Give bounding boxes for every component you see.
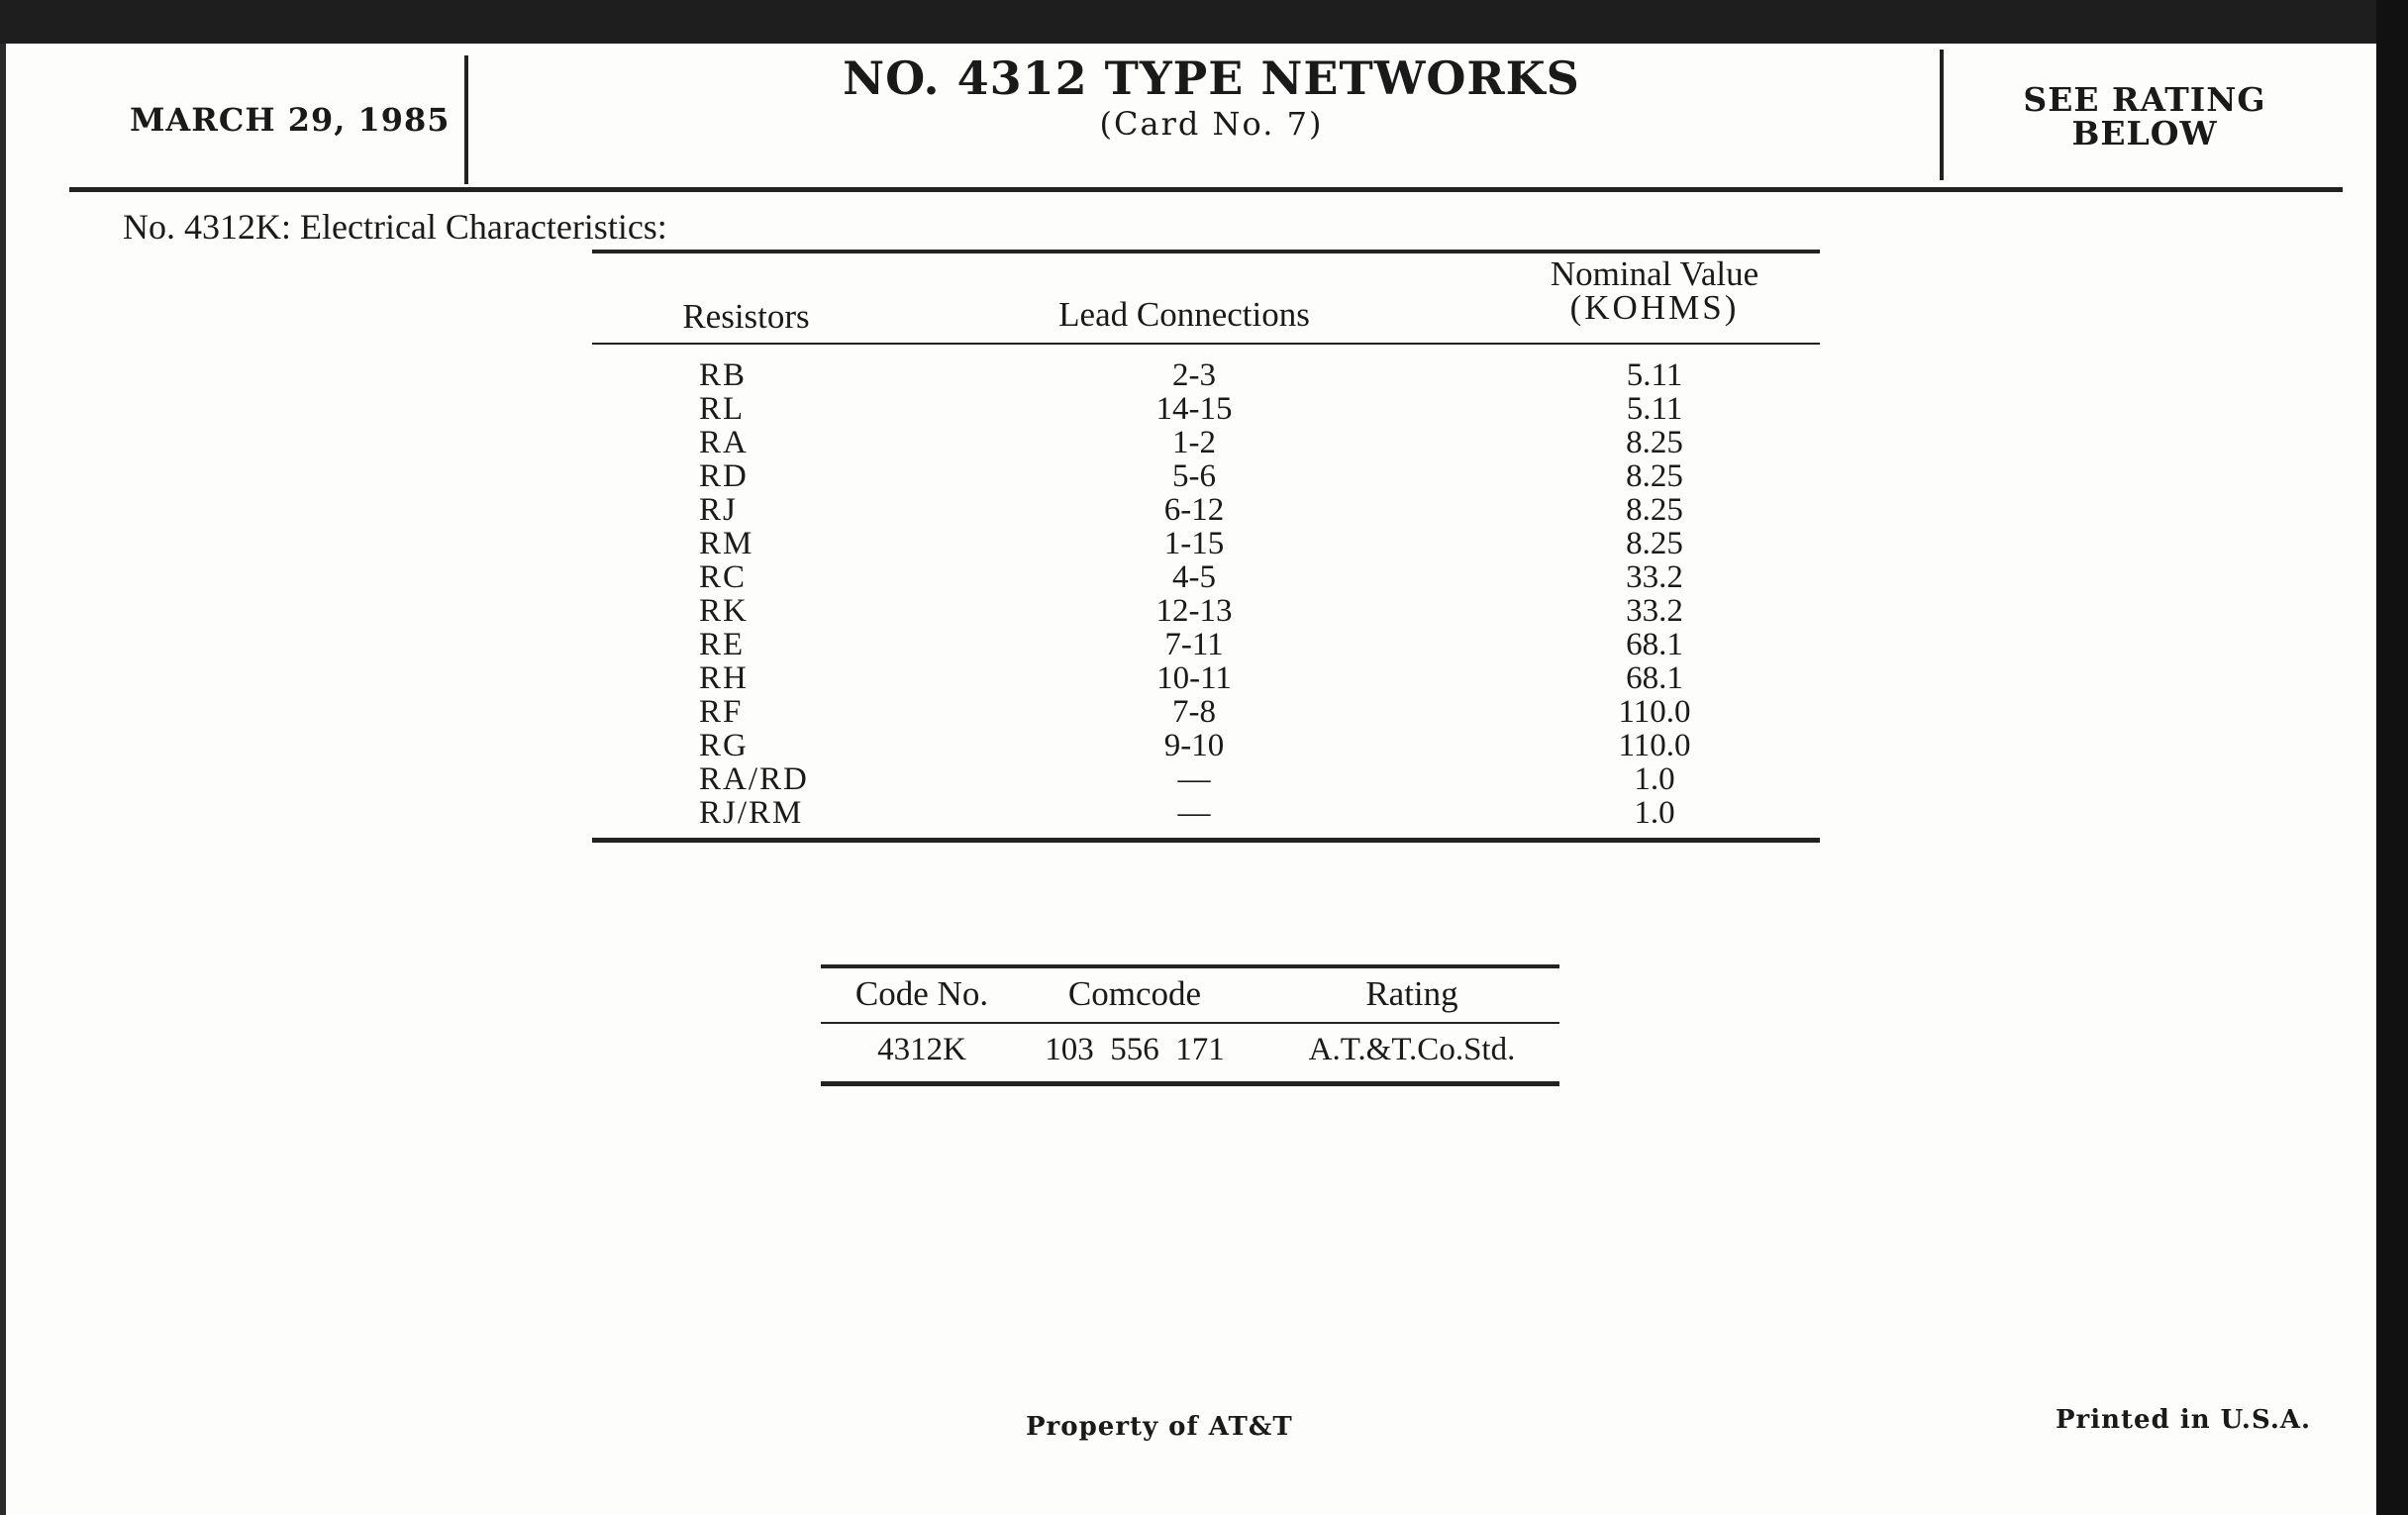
lead-cell: 7-11 <box>1164 627 1224 662</box>
rating-note <box>1956 80 2333 152</box>
value-cell: 8.25 <box>1626 458 1683 494</box>
header-nominal-value-line1: Nominal Value <box>1550 254 1759 293</box>
lead-cell: 12-13 <box>1155 593 1233 629</box>
lead-cell: 9-10 <box>1163 728 1225 763</box>
value-cell: 1.0 <box>1634 761 1675 797</box>
lead-cell: 1-15 <box>1163 526 1225 561</box>
document-card <box>6 44 2376 1515</box>
value-cell: 8.25 <box>1626 526 1683 561</box>
rating-value: A.T.&T.Co.Std. <box>1308 1032 1516 1067</box>
header-divider-right <box>1940 50 1944 180</box>
property-notice: Property of AT&T <box>1026 1412 1293 1442</box>
table-header-rule <box>592 343 1820 345</box>
rating-note-line1: SEE RATING <box>2023 80 2266 119</box>
value-cell: 68.1 <box>1626 627 1683 662</box>
code-value: 4312K <box>877 1032 966 1067</box>
scan-right-border <box>2376 0 2408 1515</box>
header-rule <box>69 187 2343 192</box>
value-cell: 8.25 <box>1626 425 1683 460</box>
lead-cell: — <box>1177 795 1211 831</box>
table-top-rule <box>592 250 1820 253</box>
resistor-cell: RG <box>699 728 749 763</box>
printed-notice: Printed in U.S.A. <box>2056 1405 2312 1435</box>
header-lead-connections: Lead Connections <box>1058 295 1310 334</box>
resistor-cell: RB <box>699 357 748 393</box>
resistor-cell: RD <box>699 458 749 494</box>
lead-cell: 7-8 <box>1172 694 1216 730</box>
value-cell: 5.11 <box>1626 391 1683 427</box>
nominal-value-column <box>1555 358 1754 830</box>
resistor-cell: RJ/RM <box>699 795 804 831</box>
resistor-cell: RM <box>699 526 754 561</box>
value-cell: 33.2 <box>1626 593 1683 629</box>
lead-cell: 10-11 <box>1156 660 1232 696</box>
lead-cell: 5-6 <box>1172 458 1216 494</box>
value-cell: 33.2 <box>1626 559 1683 595</box>
resistors-column <box>699 358 897 830</box>
value-cell: 110.0 <box>1618 694 1691 730</box>
resistor-cell: RK <box>699 593 749 629</box>
lead-cell: 2-3 <box>1172 357 1216 393</box>
lead-cell: — <box>1177 761 1211 797</box>
rating-note-line2: BELOW <box>2071 114 2218 152</box>
resistor-cell: RF <box>699 694 744 730</box>
header-nominal-value-line2: (KOHMS) <box>1569 288 1740 327</box>
value-cell: 8.25 <box>1626 492 1683 528</box>
rating-header: Rating <box>1365 974 1458 1013</box>
lead-cell: 1-2 <box>1172 425 1216 460</box>
card-number: (Card No. 7) <box>1099 105 1324 143</box>
code-table-top-rule <box>821 964 1559 968</box>
code-table-header-rule <box>821 1022 1559 1024</box>
section-label: No. 4312K: Electrical Characteristics: <box>123 207 667 247</box>
lead-cell: 4-5 <box>1172 559 1216 595</box>
resistor-cell: RH <box>699 660 749 696</box>
value-cell: 1.0 <box>1634 795 1675 831</box>
scan-top-border <box>0 0 2408 44</box>
table-bottom-rule <box>592 838 1820 843</box>
lead-cell: 14-15 <box>1155 391 1233 427</box>
value-cell: 110.0 <box>1618 728 1691 763</box>
header-divider-left <box>464 55 468 184</box>
header-date: MARCH 29, 1985 <box>130 101 451 139</box>
resistor-cell: RE <box>699 627 746 662</box>
value-cell: 68.1 <box>1626 660 1683 696</box>
lead-cell: 6-12 <box>1163 492 1225 528</box>
resistor-cell: RC <box>699 559 748 595</box>
resistor-cell: RA <box>699 425 749 460</box>
document-title: NO. 4312 TYPE NETWORKS <box>843 51 1580 105</box>
code-header: Code No. <box>854 974 989 1013</box>
comcode-value: 103 556 171 <box>1045 1032 1225 1067</box>
comcode-header: Comcode <box>1067 974 1202 1013</box>
resistor-cell: RA/RD <box>699 761 809 797</box>
resistor-cell: RJ <box>699 492 738 528</box>
header-nominal-value <box>1471 254 1838 327</box>
code-table-bottom-rule <box>821 1081 1559 1086</box>
value-cell: 5.11 <box>1626 357 1683 393</box>
lead-connections-column <box>1095 358 1293 830</box>
resistor-cell: RL <box>699 391 746 427</box>
header-resistors: Resistors <box>682 297 810 336</box>
